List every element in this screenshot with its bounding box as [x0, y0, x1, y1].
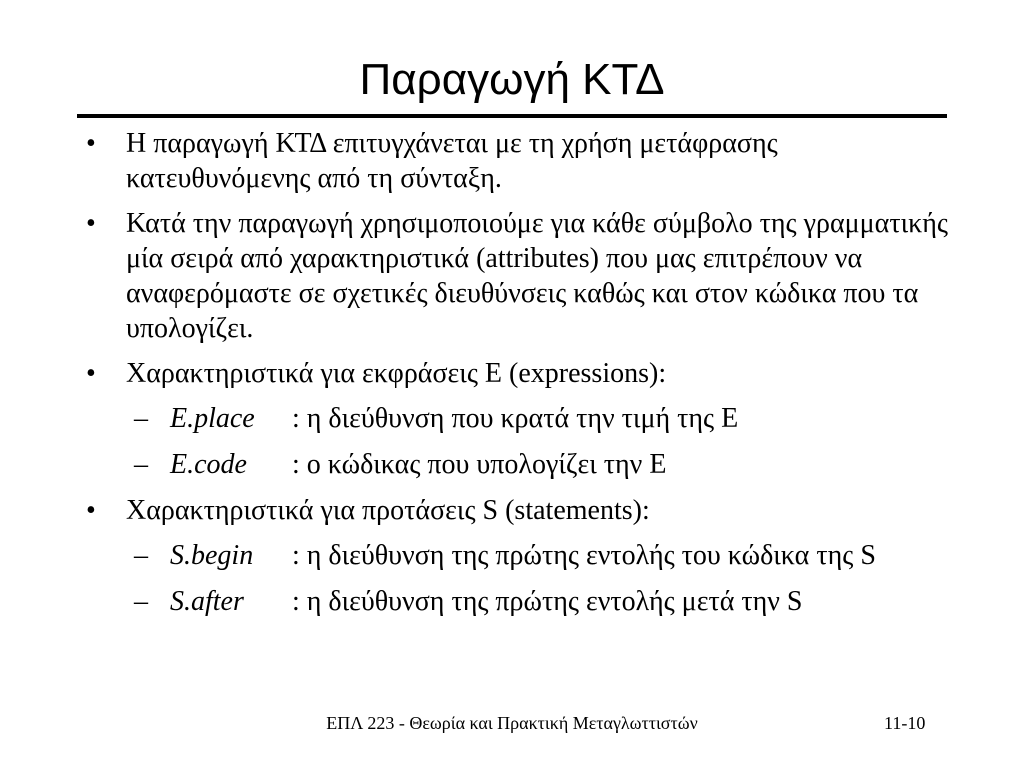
- bullet-text: Χαρακτηριστικά για εκφράσεις Ε (expressions):: [126, 358, 667, 389]
- attribute-term: E.code: [170, 449, 247, 480]
- bullet-text: Χαρακτηριστικά για προτάσεις S (statements):: [126, 495, 650, 526]
- dash-marker: –: [134, 403, 148, 434]
- attribute-description: : η διεύθυνση της πρώτης εντολής μετά την S: [292, 586, 803, 617]
- bullet-item: [86, 126, 956, 196]
- bullet-text: Κατά την παραγωγή χρησιμοποιούμε για κάθε σύμβολο της γραμματικής μία σειρά από χαρακτηριστικά (attributes) που μας επιτρέπουν να αναφερόμαστε σε σχετικές διευθύνσεις καθώς και στον κώδικα που τα υπολογίζει.: [126, 208, 948, 344]
- attribute-term: S.begin: [170, 540, 254, 571]
- footer-course-title: ΕΠΛ 223 - Θεωρία και Πρακτική Μεταγλωττιστών: [326, 713, 698, 733]
- bullet-text: Η παραγωγή ΚΤΔ επιτυγχάνεται με τη χρήση μετάφρασης κατευθυνόμενης από τη σύνταξη.: [126, 128, 778, 194]
- bullet-item: [86, 493, 956, 528]
- slide-footer: [0, 711, 1024, 735]
- attribute-term: E.place: [170, 403, 255, 434]
- dash-marker: –: [134, 586, 148, 617]
- bullet-marker: •: [86, 495, 96, 526]
- slide-title: Παραγωγή ΚΤΔ: [359, 55, 665, 104]
- sub-bullet-item: [86, 447, 956, 482]
- bullet-marker: •: [86, 208, 96, 239]
- attribute-description: : ο κώδικας που υπολογίζει την Ε: [292, 449, 667, 480]
- attribute-description: : η διεύθυνση που κρατά την τιμή της Ε: [292, 403, 739, 434]
- bullet-marker: •: [86, 128, 96, 159]
- slide-body: [86, 126, 956, 630]
- page-number: 11-10: [884, 713, 926, 733]
- attribute-description: : η διεύθυνση της πρώτης εντολής του κώδικα της S: [292, 540, 876, 571]
- sub-bullet-item: [86, 401, 956, 436]
- dash-marker: –: [134, 540, 148, 571]
- dash-marker: –: [134, 449, 148, 480]
- title-underline: [77, 114, 947, 118]
- attribute-term: S.after: [170, 586, 244, 617]
- sub-bullet-item: [86, 584, 956, 619]
- bullet-marker: •: [86, 358, 96, 389]
- bullet-item: [86, 356, 956, 391]
- sub-bullet-item: [86, 538, 956, 573]
- bullet-item: [86, 206, 956, 346]
